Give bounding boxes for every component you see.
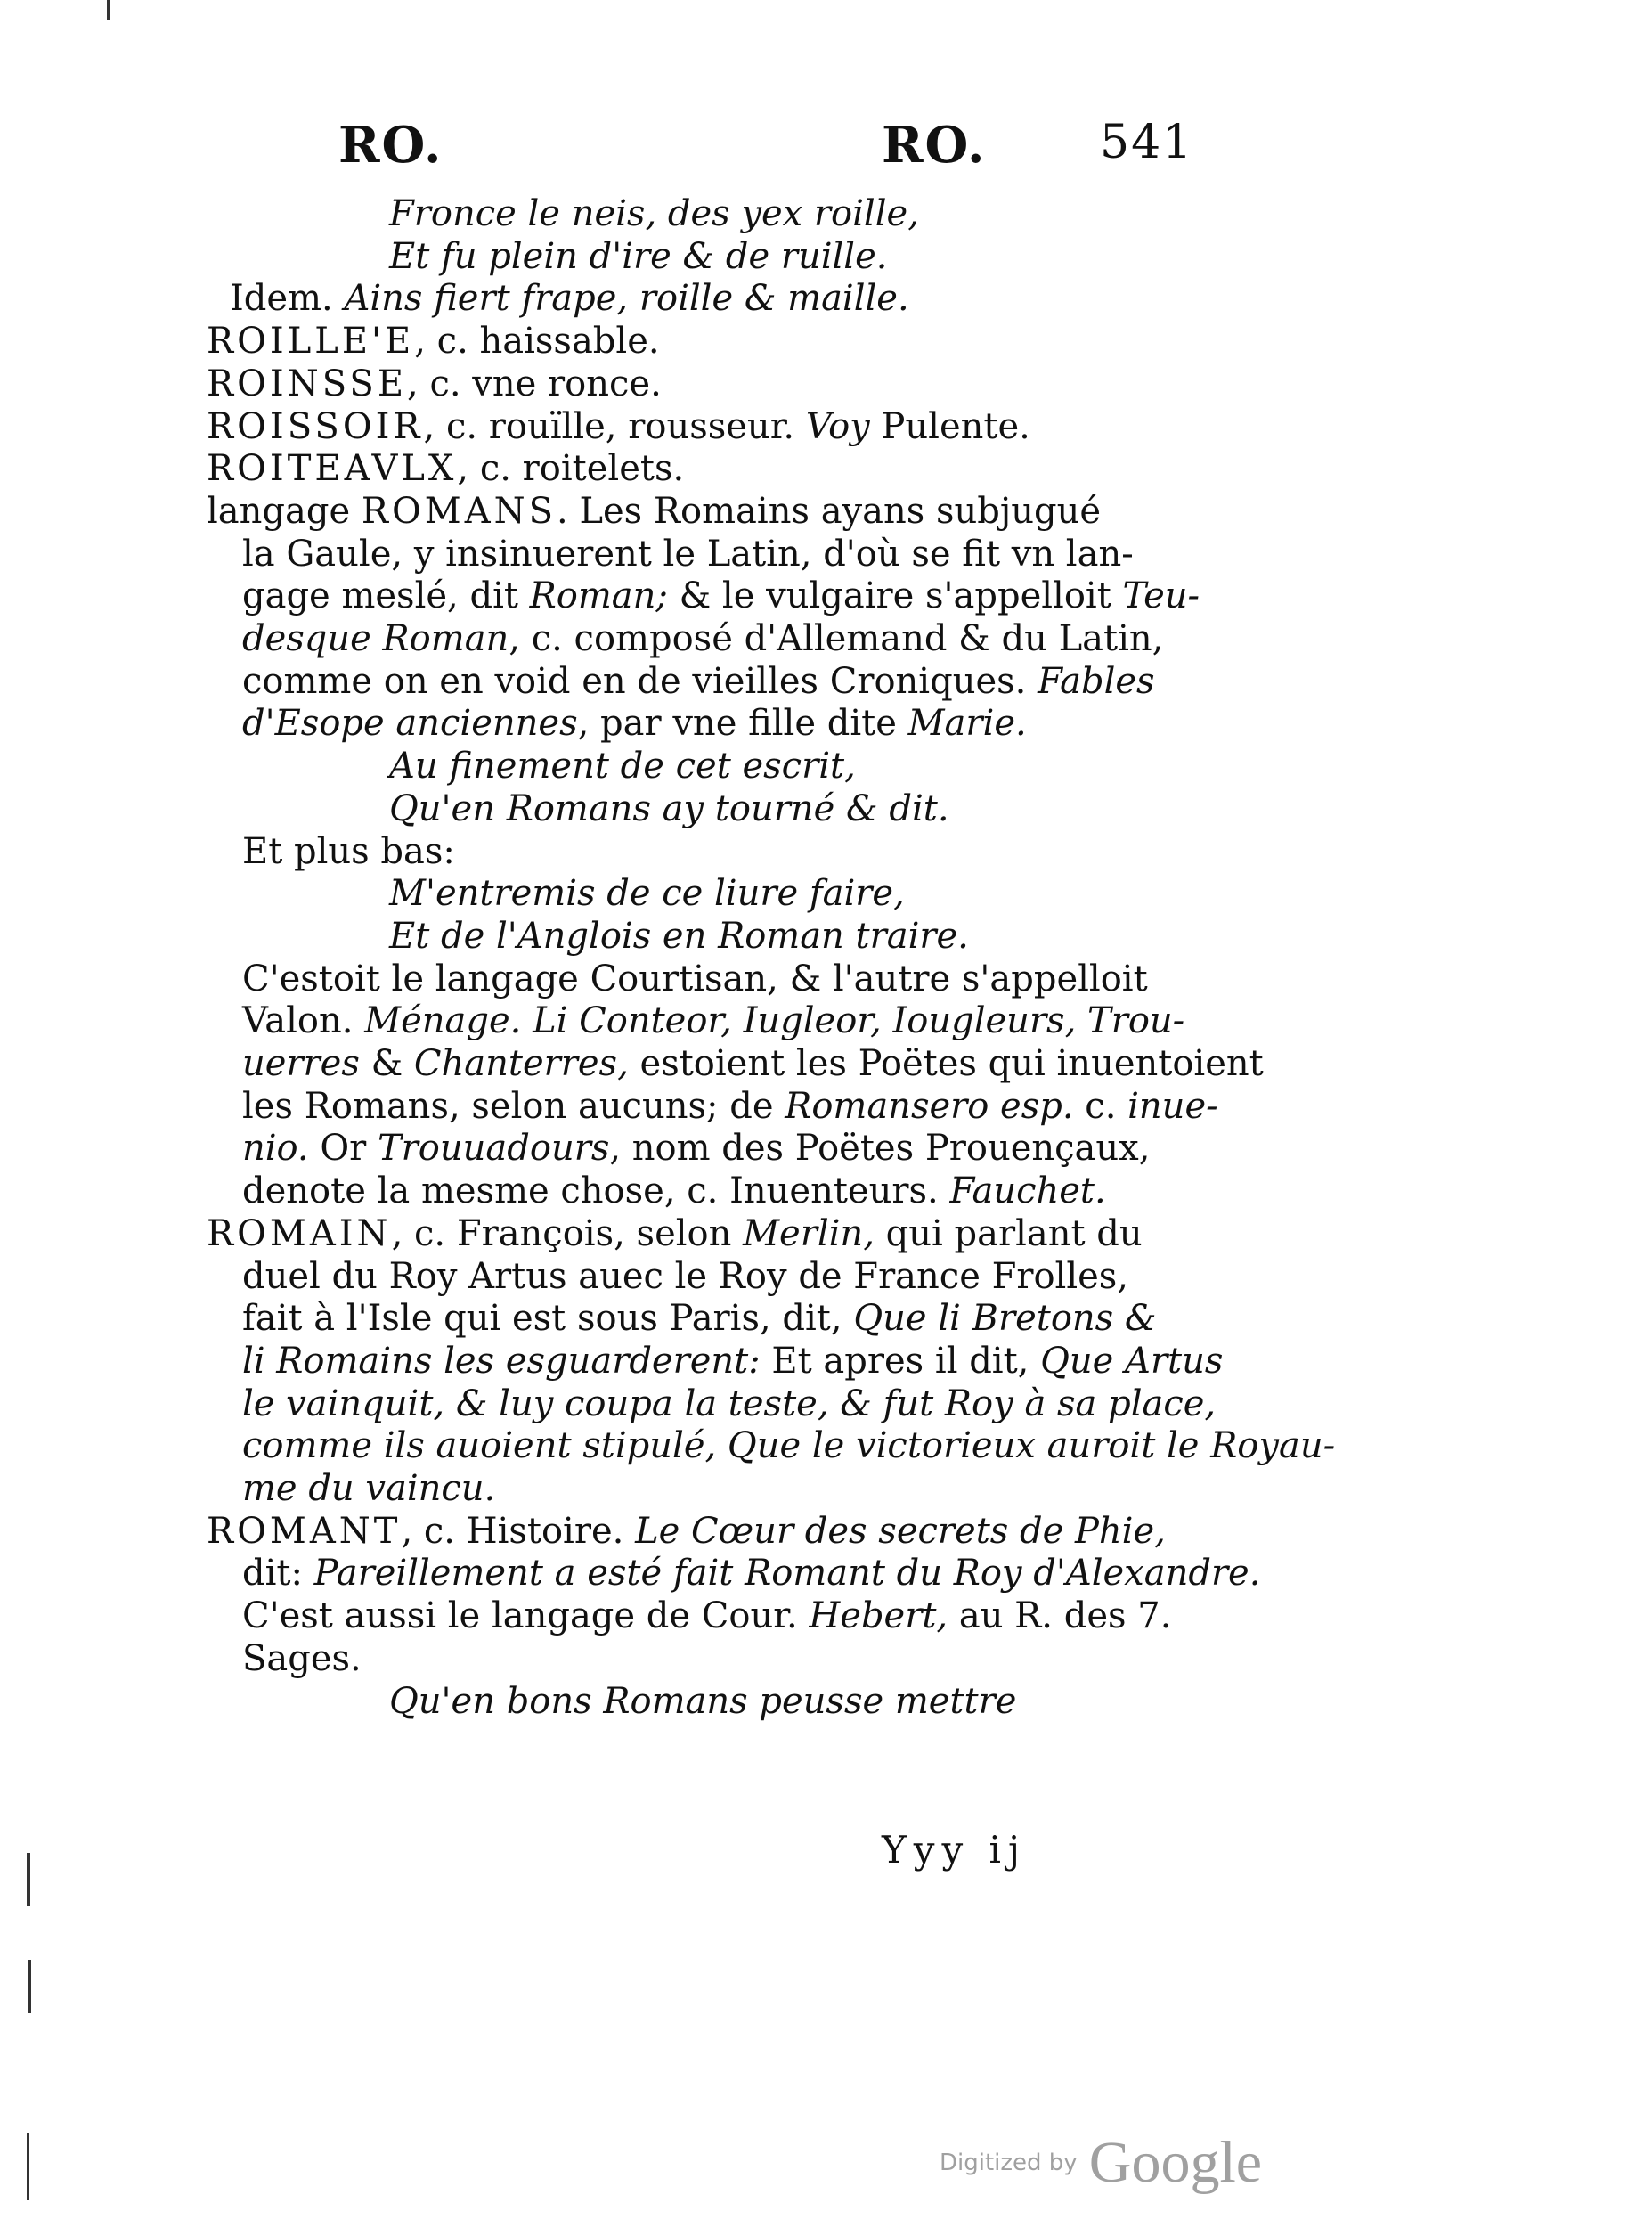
text-line xyxy=(242,1594,1171,1638)
text-line xyxy=(389,871,905,916)
text-segment: Idem. xyxy=(230,278,345,320)
text-segment: Pulente. xyxy=(869,405,1030,447)
italic-text: Pareillement a esté fait Romant du Roy d'Alexandre. xyxy=(313,1553,1261,1595)
scan-mark xyxy=(107,0,110,20)
italic-text: M'entremis de ce liure faire, xyxy=(389,873,905,915)
text-line xyxy=(242,957,1148,1001)
headword: ROMANS xyxy=(361,490,557,532)
text-segment: dit: xyxy=(242,1553,314,1595)
text-line xyxy=(242,1041,1264,1086)
headword: ROILLE'E xyxy=(207,321,415,363)
italic-text: Au finement de cet escrit, xyxy=(389,746,856,787)
text-segment: Or xyxy=(308,1128,378,1170)
text-line xyxy=(207,489,1101,534)
italic-text: comme ils auoient stipulé, Que le victorieux auroit le Royau- xyxy=(242,1425,1336,1467)
text-segment: fait à l'Isle qui est sous Paris, dit, xyxy=(242,1298,854,1340)
text-line xyxy=(242,1084,1218,1129)
text-segment: Sages. xyxy=(242,1637,362,1679)
italic-text: Qu'en bons Romans peusse mettre xyxy=(389,1680,1017,1722)
text-line xyxy=(242,1466,495,1511)
text-line xyxy=(207,1211,1143,1256)
text-segment: & le vulgaire s'appelloit xyxy=(667,575,1123,617)
text-line xyxy=(242,1254,1128,1299)
text-line xyxy=(389,192,919,236)
italic-text: Chanterres, xyxy=(413,1043,629,1084)
text-line xyxy=(242,532,1134,576)
text-segment: , c. composé d'Allemand & du Latin, xyxy=(509,618,1164,659)
text-line xyxy=(242,1551,1260,1595)
italic-text: Fables xyxy=(1038,660,1155,702)
running-header-right: RO. xyxy=(882,116,987,175)
headword: ROISSOIR xyxy=(207,405,424,447)
italic-text: li Romains les esguarderent: xyxy=(242,1340,761,1382)
italic-text: Que Artus xyxy=(1040,1340,1224,1382)
running-header-left: RO. xyxy=(338,116,444,175)
text-segment: Valon. xyxy=(242,1000,365,1042)
italic-text: Romansero esp. xyxy=(785,1085,1074,1127)
scan-mark xyxy=(27,1853,30,1906)
text-segment: , par vne fille dite xyxy=(577,703,908,745)
text-segment: , c. François, selon xyxy=(391,1212,744,1254)
text-line xyxy=(242,1636,362,1681)
text-line xyxy=(230,276,909,321)
text-segment: duel du Roy Artus auec le Roy de France Frolles, xyxy=(242,1255,1129,1297)
text-line xyxy=(242,574,1200,618)
italic-text: Que li Bretons & xyxy=(853,1298,1157,1340)
text-segment: , c. vne ronce. xyxy=(407,363,662,404)
scan-mark xyxy=(27,2133,29,2200)
page-number: 541 xyxy=(1100,116,1194,169)
italic-text: d'Esope anciennes xyxy=(242,703,578,745)
text-line xyxy=(242,701,1027,746)
text-line xyxy=(242,1126,1150,1171)
italic-text: Trouuadours xyxy=(378,1128,610,1170)
text-line xyxy=(242,616,1163,661)
watermark-prefix: Digitized by xyxy=(940,2150,1078,2176)
text-segment: C'estoit le langage Courtisan, & l'autre s'appelloit xyxy=(242,958,1148,999)
italic-text: le vainquit, & luy coupa la teste, & fut Roy à sa place, xyxy=(242,1383,1217,1424)
italic-text: me du vaincu. xyxy=(242,1468,496,1509)
text-segment: Et plus bas: xyxy=(242,830,455,872)
text-segment: les Romans, selon aucuns; de xyxy=(242,1085,785,1127)
text-segment: denote la mesme chose, c. Inuenteurs. xyxy=(242,1171,950,1212)
text-segment: & xyxy=(359,1043,414,1084)
italic-text: Roman; xyxy=(529,575,668,617)
headword: ROMANT xyxy=(207,1510,402,1552)
italic-text: inue- xyxy=(1127,1085,1218,1127)
italic-text: Ménage. Li Conteor, Iugleor, Iougleurs, Trou- xyxy=(364,1000,1185,1042)
italic-text: Fauchet. xyxy=(949,1171,1106,1212)
text-segment: comme on en void en de vieilles Croniques. xyxy=(242,660,1038,702)
text-line xyxy=(242,1382,1216,1426)
text-segment: , c. roitelets. xyxy=(457,448,685,490)
headword: ROITEAVLX xyxy=(207,448,458,490)
text-line xyxy=(242,1339,1223,1383)
text-segment: langage xyxy=(207,490,362,532)
text-segment: la Gaule, y insinuerent le Latin, d'où se fit vn lan- xyxy=(242,533,1134,575)
italic-text: Et fu plein d'ire & de ruille. xyxy=(389,235,888,277)
text-segment: gage meslé, dit xyxy=(242,575,530,617)
text-line xyxy=(242,999,1184,1043)
text-segment: au R. des 7. xyxy=(948,1595,1172,1637)
italic-text: Qu'en Romans ay tourné & dit. xyxy=(389,787,949,829)
italic-text: Hebert, xyxy=(809,1595,948,1637)
text-line xyxy=(207,362,662,406)
text-line xyxy=(389,744,856,788)
italic-text: Le Cœur des secrets de Phie, xyxy=(635,1510,1166,1552)
text-segment: , c. rouïlle, rousseur. xyxy=(423,405,806,447)
italic-text: Et de l'Anglois en Roman traire. xyxy=(389,915,969,957)
text-segment: , c. haissable. xyxy=(414,321,660,363)
text-line xyxy=(207,319,660,363)
headword: ROINSSE xyxy=(207,363,408,404)
italic-text: uerres xyxy=(242,1043,360,1084)
text-line xyxy=(242,659,1155,704)
italic-text: desque Roman xyxy=(242,618,509,659)
signature-mark: Yyy ij xyxy=(882,1828,1027,1872)
text-line xyxy=(242,829,455,874)
text-line xyxy=(242,1423,1335,1468)
text-line xyxy=(207,1509,1166,1554)
italic-text: Fronce le neis, des yex roille, xyxy=(389,193,919,234)
text-line xyxy=(389,914,969,959)
google-watermark xyxy=(940,2129,1262,2197)
text-line xyxy=(389,1679,1016,1724)
text-segment: , c. Histoire. xyxy=(401,1510,636,1552)
text-segment: Et apres il dit, xyxy=(760,1340,1041,1382)
italic-text: Merlin, xyxy=(743,1212,875,1254)
watermark-brand: Google xyxy=(1088,2130,1263,2195)
italic-text: Marie. xyxy=(907,703,1027,745)
text-line xyxy=(207,446,684,491)
text-line xyxy=(242,1169,1106,1213)
scan-mark xyxy=(28,1960,31,2013)
text-line xyxy=(389,787,949,831)
italic-text: nio. xyxy=(242,1128,309,1170)
headword: ROMAIN xyxy=(207,1212,392,1254)
text-line xyxy=(242,1296,1157,1341)
text-segment: . Les Romains ayans subjugué xyxy=(557,490,1102,532)
italic-text: Voy xyxy=(805,405,870,447)
text-segment: estoient les Poëtes qui inuentoient xyxy=(628,1043,1264,1084)
italic-text: Teu- xyxy=(1122,575,1200,617)
text-line xyxy=(389,234,887,279)
italic-text: Ains fiert frape, roille & maille. xyxy=(344,278,909,320)
text-segment: , nom des Poëtes Prouençaux, xyxy=(609,1128,1151,1170)
text-segment: c. xyxy=(1073,1085,1128,1127)
text-segment: C'est aussi le langage de Cour. xyxy=(242,1595,810,1637)
text-segment: qui parlant du xyxy=(874,1212,1143,1254)
text-line xyxy=(207,404,1030,449)
